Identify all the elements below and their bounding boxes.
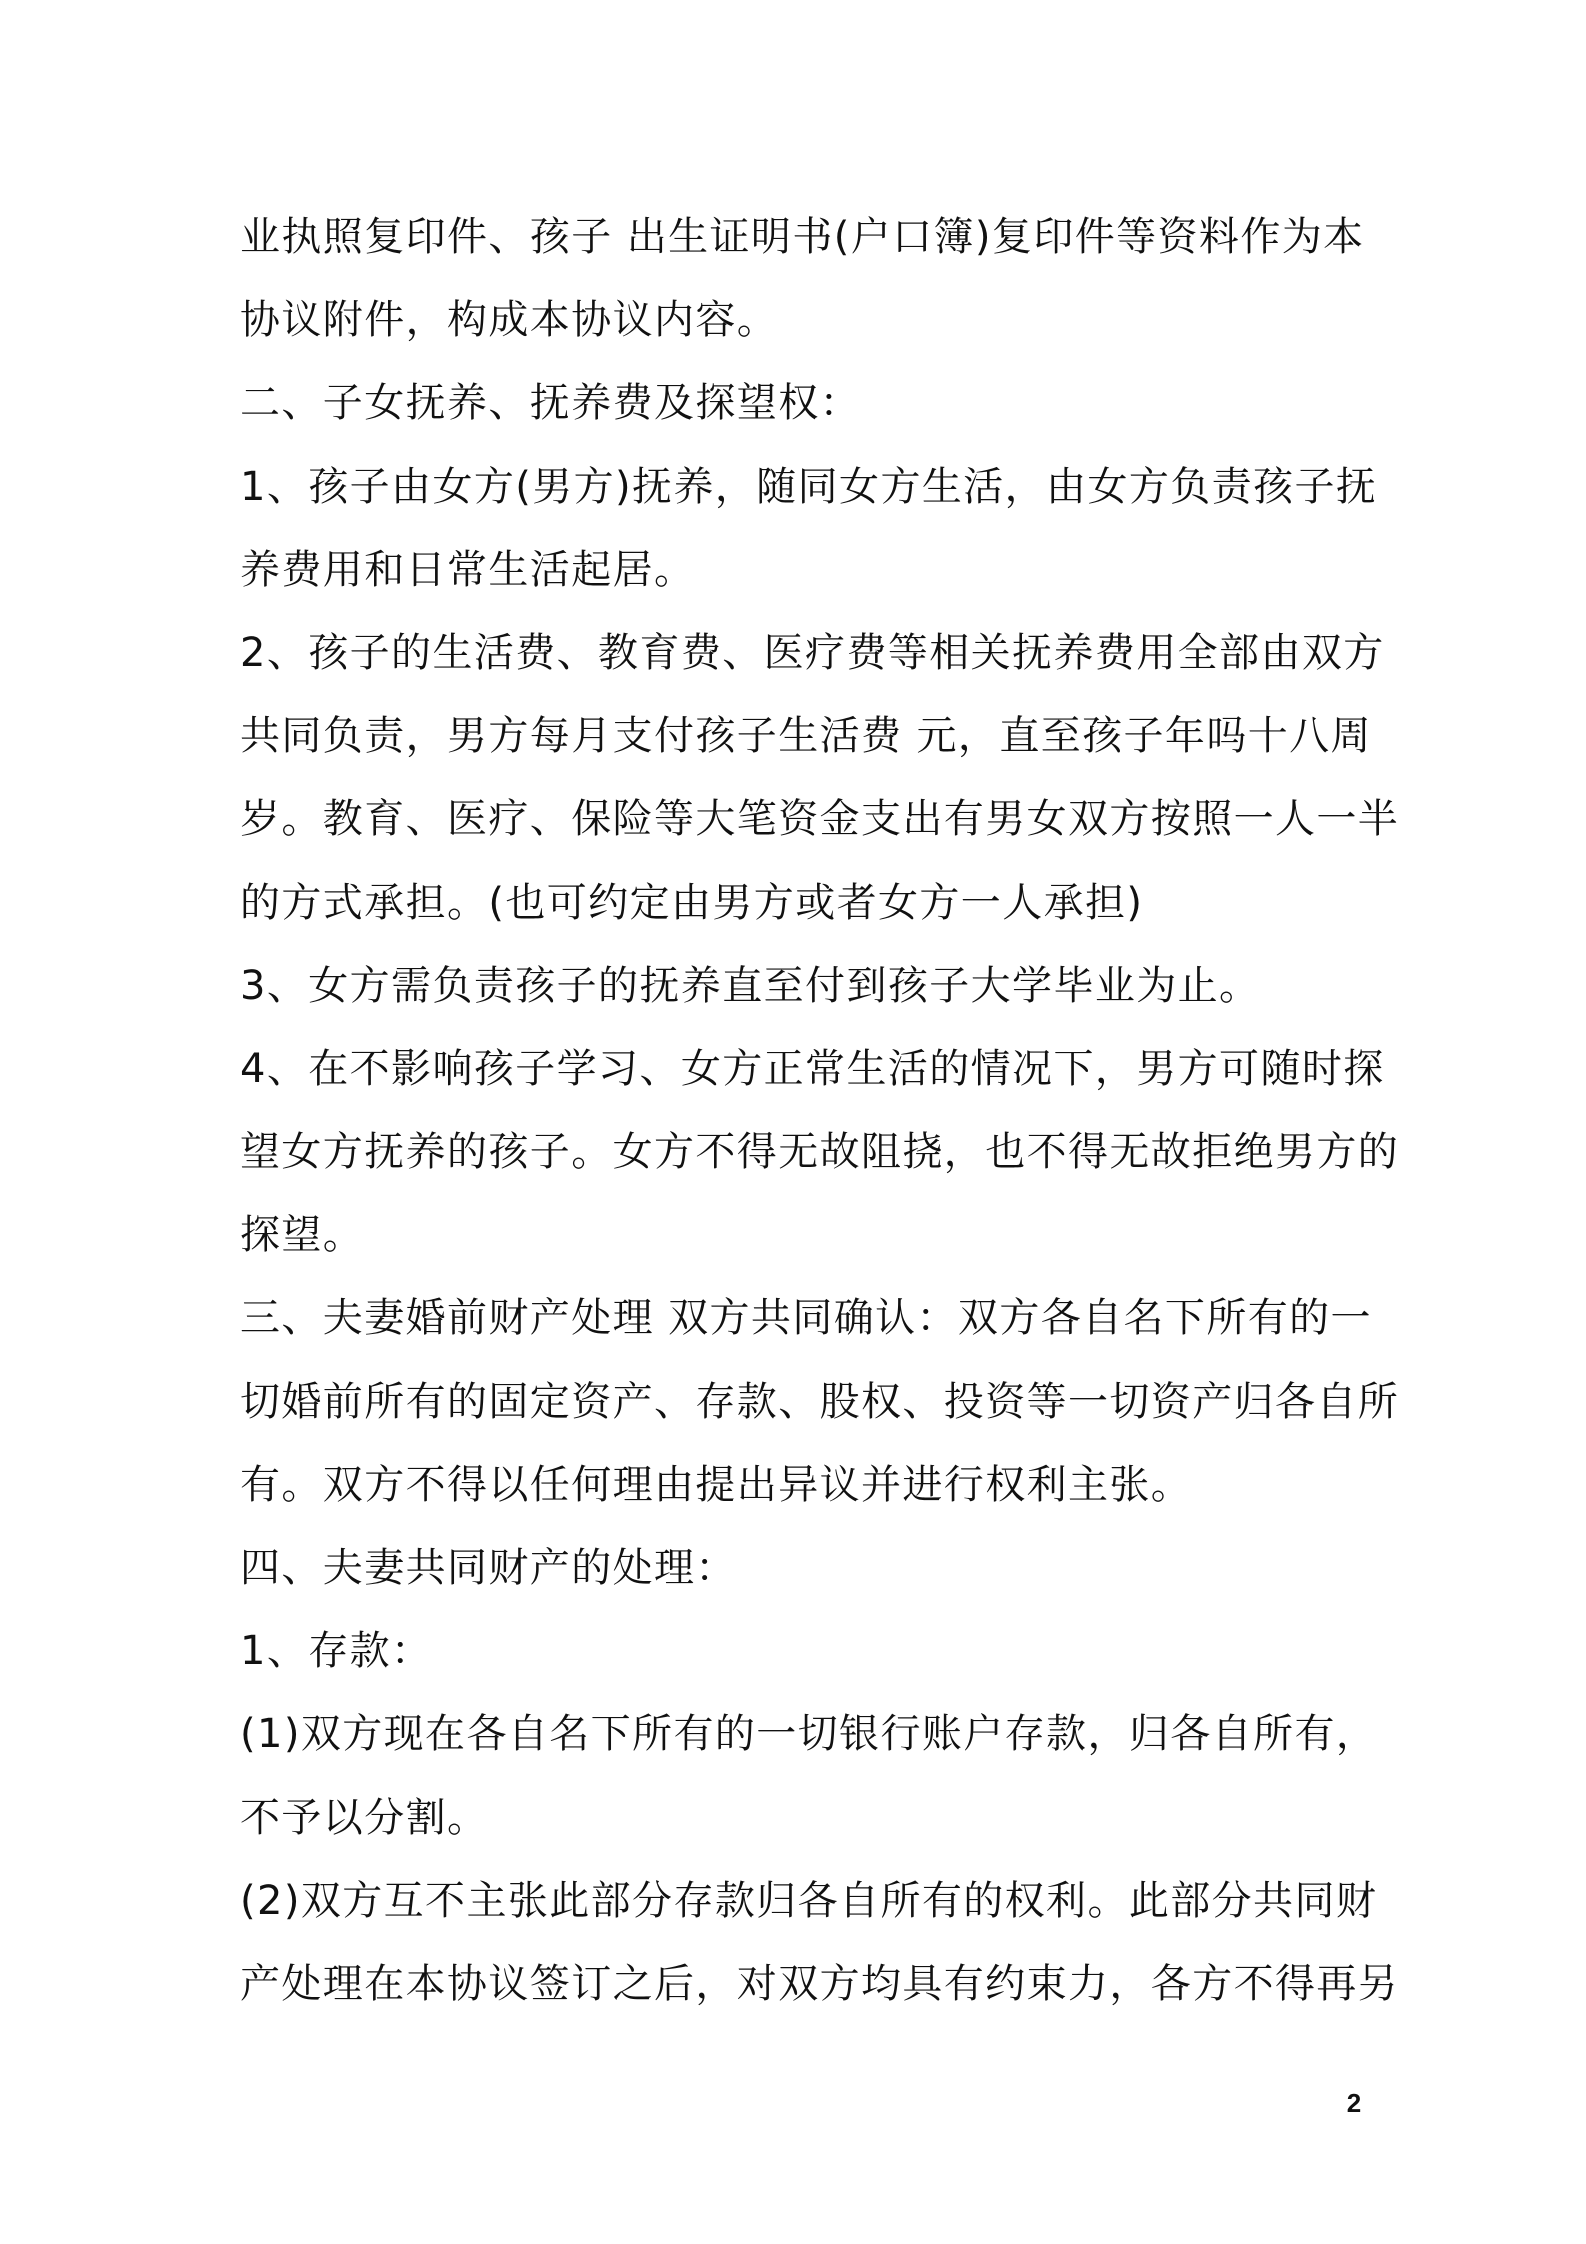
text-line: (2)双方互不主张此部分存款归各自所有的权利。此部分共同财: [240, 1877, 1378, 1924]
text-line: 探望。: [240, 1212, 365, 1259]
section-heading: 四、夫妻共同财产的处理：: [240, 1545, 737, 1591]
text-line: 望女方抚养的孩子。女方不得无故阻挠，也不得无故拒绝男方的: [240, 1129, 1400, 1176]
text-line: (1)双方现在各自名下所有的一切银行账户存款，归各自所有，: [240, 1711, 1378, 1758]
text-line: 不予以分割。: [240, 1794, 489, 1841]
text-line: 1、存款：: [240, 1628, 433, 1675]
text-line: 切婚前所有的固定资产、存款、股权、投资等一切资产归各自所: [240, 1378, 1400, 1425]
text-line: 业执照复印件、孩子 出生证明书(户口簿)复印件等资料作为本: [240, 214, 1365, 260]
text-line: 的方式承担。(也可约定由男方或者女方一人承担): [240, 879, 1144, 926]
page-number: 2: [1346, 2088, 1362, 2118]
text-line: 共同负责，男方每月支付孩子生活费 元，直至孩子年吗十八周: [240, 713, 1372, 760]
text-line: 3、女方需负责孩子的抚养直至付到孩子大学毕业为止。: [240, 962, 1261, 1009]
text-line: 1、孩子由女方(男方)抚养，随同女方生活，由女方负责孩子抚: [240, 463, 1378, 510]
text-line: 岁。教育、医疗、保险等大笔资金支出有男女双方按照一人一半: [240, 796, 1400, 843]
text-line: 有。双方不得以任何理由提出异议并进行权利主张。: [240, 1461, 1193, 1508]
document-body: [240, 196, 1400, 2026]
text-line: 协议附件，构成本协议内容。: [240, 297, 779, 344]
section-heading: 二、子女抚养、抚养费及探望权：: [240, 380, 861, 427]
section-heading: 三、夫妻婚前财产处理 双方共同确认：双方各自名下所有的一: [240, 1295, 1372, 1342]
text-line: 产处理在本协议签订之后，对双方均具有约束力，各方不得再另: [240, 1960, 1400, 2007]
text-line: 4、在不影响孩子学习、女方正常生活的情况下，男方可随时探: [240, 1045, 1385, 1092]
text-line: 2、孩子的生活费、教育费、医疗费等相关抚养费用全部由双方: [240, 629, 1385, 676]
text-line: 养费用和日常生活起居。: [240, 546, 696, 593]
